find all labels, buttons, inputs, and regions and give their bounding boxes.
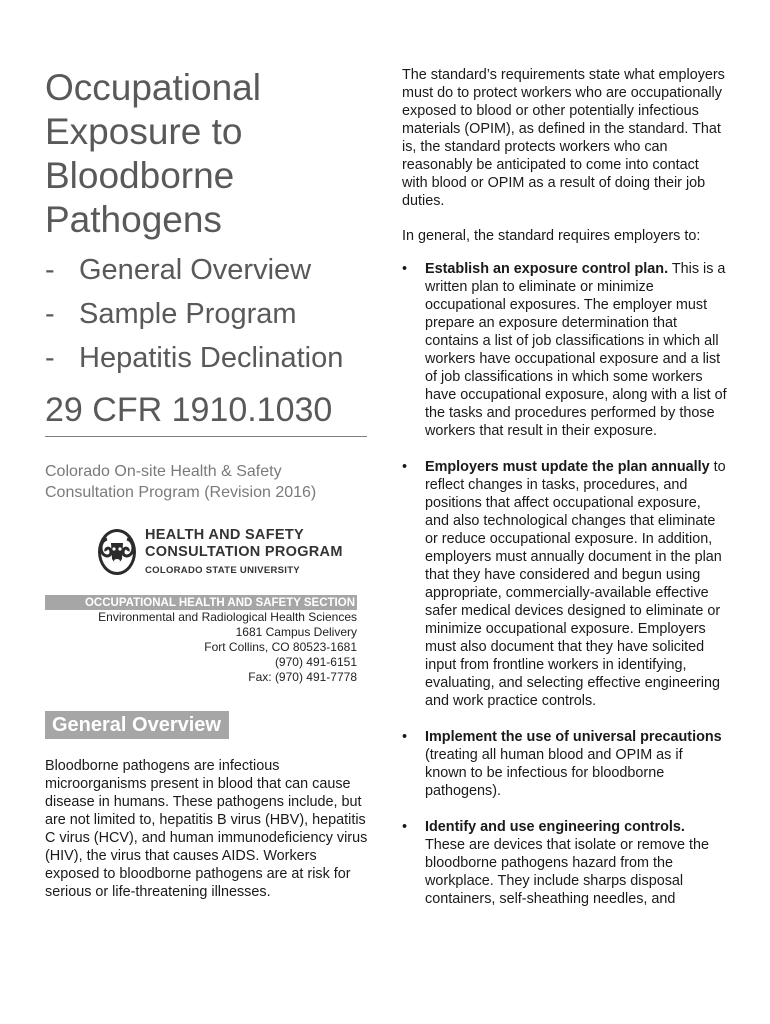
- program-logo: [45, 525, 370, 577]
- logo-line: CONSULTATION PROGRAM: [145, 543, 343, 560]
- cfr-citation: 29 CFR 1910.1030: [45, 388, 367, 437]
- list-item-heading: Identify and use engineering controls.: [425, 819, 685, 835]
- phone-line: (970) 491-6151: [274, 655, 357, 669]
- program-line: Colorado On-site Health & Safety: [45, 463, 282, 480]
- bullet-marker: •: [402, 261, 408, 277]
- title-line: Occupational: [45, 67, 261, 108]
- list-item-text: (treating all human blood and OPIM as if known to be infectious for bloodborne pathogens).: [425, 747, 683, 799]
- list-item-heading: Implement the use of universal precautions: [425, 729, 722, 745]
- list-item: [402, 728, 727, 800]
- list-item-heading: Establish an exposure control plan.: [425, 261, 669, 277]
- title-line: Pathogens: [45, 199, 222, 240]
- section-label: OCCUPATIONAL HEALTH AND SAFETY SECTION: [45, 595, 357, 610]
- dash-marker: -: [45, 254, 55, 286]
- contents-item-general-overview: [45, 248, 370, 292]
- address-line: 1681 Campus Delivery: [235, 625, 357, 639]
- title-line: Bloodborne: [45, 155, 235, 196]
- dash-marker: -: [45, 342, 55, 374]
- general-overview-heading: General Overview: [45, 711, 229, 739]
- fax-line: Fax: (970) 491-7778: [248, 670, 357, 684]
- list-item: [402, 260, 727, 440]
- contents-item-label: General Overview: [79, 254, 312, 286]
- program-line: Consultation Program (Revision 2016): [45, 484, 317, 501]
- contents-item-sample-program: [45, 292, 370, 336]
- logo-line: HEALTH AND SAFETY: [145, 526, 304, 543]
- list-item: [402, 818, 727, 908]
- contents-item-label: Sample Program: [79, 298, 297, 330]
- left-column: [45, 66, 370, 915]
- list-item-text: This is a written plan to eliminate or minimize occupational exposures. The employer must prepare an exposure determination that contains a list of job classifications in which all workers have occupational exposure and a list of job classifications in which some workers have occupational exposure, along with a list of the tasks and procedures performed by those workers that result in their exposure.: [425, 261, 727, 439]
- address-block: [45, 610, 357, 685]
- logo-wordmark: [145, 527, 343, 576]
- list-item-text: to reflect changes in tasks, procedures, and positions that affect occupational exposure, and also technological changes that eliminate or reduce occupational exposure. In addition, employers must annually document in the plan that they have considered and begun using appropriate, commercially-available effective safer medical devices designed to eliminate or minimize occupational exposure. Employers must also document that they have solicited input from frontline workers in identifying, evaluating, and selecting effective engineering and work practice controls.: [425, 459, 726, 709]
- address-line: Fort Collins, CO 80523-1681: [204, 640, 357, 654]
- dash-marker: -: [45, 298, 55, 330]
- list-item-heading: Employers must update the plan annually: [425, 459, 710, 475]
- bullet-marker: •: [402, 459, 408, 475]
- list-item-text: These are devices that isolate or remove the bloodborne pathogens hazard from the workplace. They include sharps disposal containers, self-sheathing needles, and: [425, 837, 709, 907]
- document-title: [45, 66, 370, 242]
- standard-requirements-paragraph: The standard’s requirements state what employers must do to protect workers who are occupationally exposed to blood or other potentially infectious materials (OPIM), as defined in the standard. That is, the standard protects workers who can reasonably be anticipated to come into contact with blood or OPIM as a result of doing their job duties.: [402, 67, 725, 209]
- list-item: [402, 458, 727, 710]
- contents-item-label: Hepatitis Declination: [79, 342, 344, 374]
- program-name: [45, 461, 370, 503]
- title-line: Exposure to: [45, 111, 243, 152]
- right-column: [402, 66, 727, 926]
- contents-item-hepatitis-declination: [45, 336, 370, 380]
- address-line: Environmental and Radiological Health Sciences: [98, 610, 357, 624]
- logo-university: COLORADO STATE UNIVERSITY: [145, 564, 300, 576]
- ram-head-icon: [95, 525, 139, 577]
- general-requirements-paragraph: In general, the standard requires employers to:: [402, 228, 701, 244]
- bullet-marker: •: [402, 819, 408, 835]
- bullet-marker: •: [402, 729, 408, 745]
- contents-list: [45, 248, 370, 380]
- requirements-list: [402, 260, 727, 908]
- intro-paragraph: Bloodborne pathogens are infectious microorganisms present in blood that can cause disease in humans. These pathogens include, but are not limited to, hepatitis B virus (HBV), hepatitis C virus (HCV), and human immunodeficiency virus (HIV), the virus that causes AIDS. Workers exposed to bloodborne pathogens are at risk for serious or life-threatening illnesses.: [45, 758, 368, 900]
